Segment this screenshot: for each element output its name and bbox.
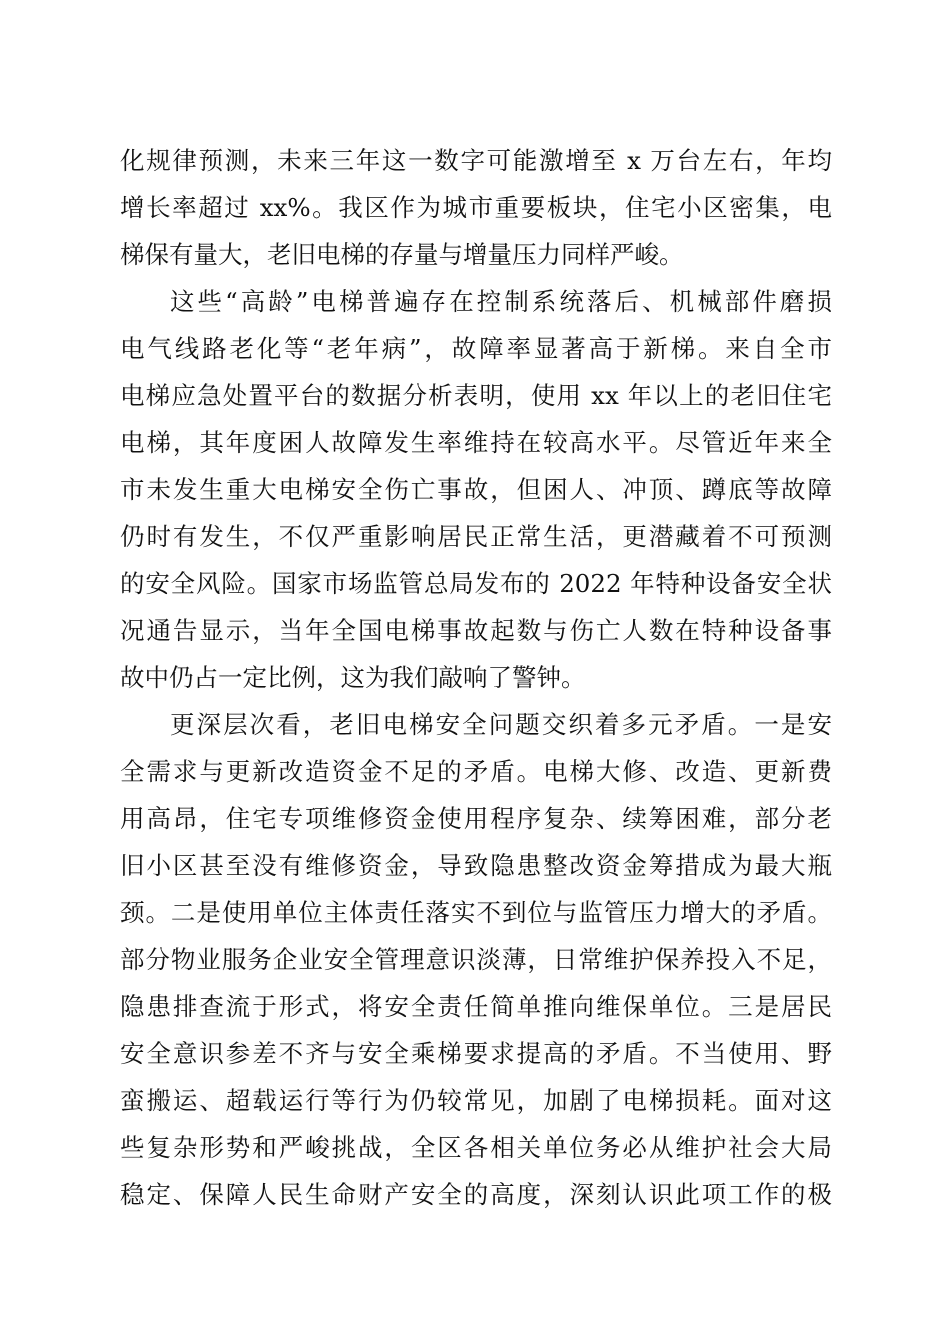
text-line: 况通告显示，当年全国电梯事故起数与伤亡人数在特种设备事	[120, 616, 832, 645]
text-line: 的安全风险。国家市场监管总局发布的 2022 年特种设备安全状	[120, 569, 832, 598]
text-line: 旧小区甚至没有维修资金，导致隐患整改资金筹措成为最大瓶	[120, 851, 832, 880]
text-line: 增长率超过 xx%。我区作为城市重要板块，住宅小区密集，电	[120, 193, 832, 222]
text-line: 安全意识参差不齐与安全乘梯要求提高的矛盾。不当使用、野	[120, 1039, 832, 1068]
text-line: 蛮搬运、超载运行等行为仍较常见，加剧了电梯损耗。面对这	[120, 1086, 832, 1115]
text-line: 颈。二是使用单位主体责任落实不到位与监管压力增大的矛盾。	[120, 898, 832, 927]
paragraph-first-line: 更深层次看，老旧电梯安全问题交织着多元矛盾。一是安	[170, 710, 832, 739]
text-line: 全需求与更新改造资金不足的矛盾。电梯大修、改造、更新费	[120, 757, 832, 786]
text-line: 电气线路老化等“老年病”，故障率显著高于新梯。来自全市	[120, 334, 832, 363]
paragraph-first-line: 这些“高龄”电梯普遍存在控制系统落后、机械部件磨损	[170, 287, 832, 316]
text-line: 仍时有发生，不仅严重影响居民正常生活，更潜藏着不可预测	[120, 522, 832, 551]
text-line: 市未发生重大电梯安全伤亡事故，但困人、冲顶、蹲底等故障	[120, 475, 832, 504]
text-line: 隐患排查流于形式，将安全责任简单推向维保单位。三是居民	[120, 992, 832, 1021]
text-line: 电梯，其年度困人故障发生率维持在较高水平。尽管近年来全	[120, 428, 832, 457]
text-line: 电梯应急处置平台的数据分析表明，使用 xx 年以上的老旧住宅	[120, 381, 832, 410]
text-line: 化规律预测，未来三年这一数字可能激增至 x 万台左右，年均	[120, 146, 832, 175]
text-line: 些复杂形势和严峻挑战，全区各相关单位务必从维护社会大局	[120, 1133, 832, 1162]
text-line: 用高昂，住宅专项维修资金使用程序复杂、续筹困难，部分老	[120, 804, 832, 833]
text-line: 梯保有量大，老旧电梯的存量与增量压力同样严峻。	[120, 240, 684, 269]
text-line: 部分物业服务企业安全管理意识淡薄，日常维护保养投入不足，	[120, 945, 832, 974]
text-line: 故中仍占一定比例，这为我们敲响了警钟。	[120, 663, 586, 692]
text-line: 稳定、保障人民生命财产安全的高度，深刻认识此项工作的极	[120, 1180, 832, 1209]
